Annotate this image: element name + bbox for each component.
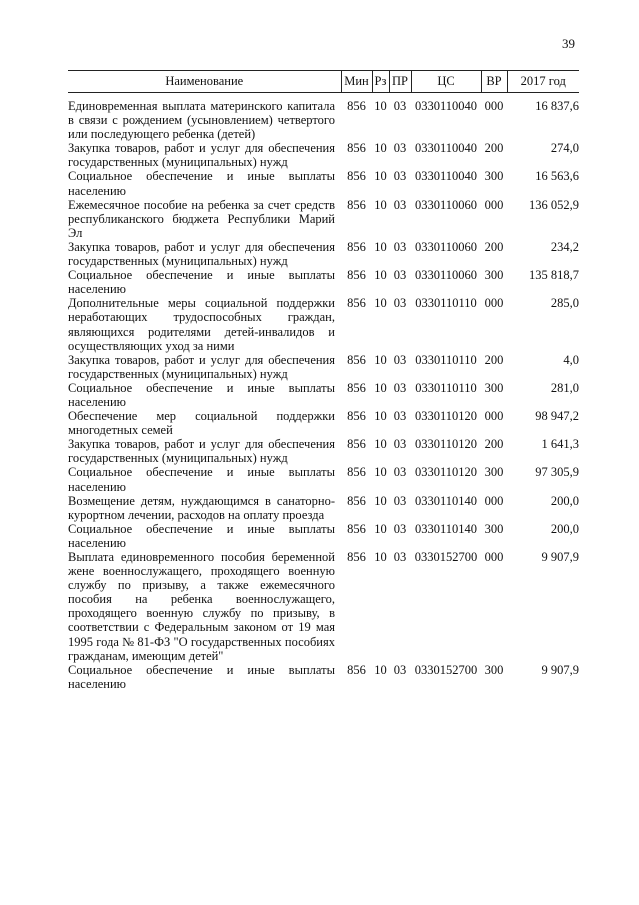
- row-name: Закупка товаров, работ и услуг для обеспечения государственных (муниципальных) нужд: [68, 352, 335, 381]
- row-amount: 274,0: [550, 141, 579, 156]
- row-vr: 000: [484, 409, 504, 424]
- row-amount: 281,0: [550, 380, 579, 395]
- row-rz: 10: [374, 239, 387, 254]
- row-amount: 16 837,6: [535, 99, 579, 113]
- row-name: Социальное обеспечение и иные выплаты населению: [68, 465, 335, 494]
- row-amount: 234,2: [550, 239, 579, 254]
- row-vr: 300: [484, 268, 504, 283]
- table-row: [68, 240, 579, 268]
- row-pr: 03: [393, 521, 407, 536]
- row-amount: 9 907,9: [541, 662, 579, 677]
- row-vr: 300: [484, 169, 504, 184]
- table-row: [68, 663, 579, 691]
- row-name: Дополнительные меры социальной поддержки неработающих трудоспособных граждан, являющихся родителями детей-инвалидов и осуществляющих уход за ними: [68, 296, 335, 353]
- row-min: 856: [347, 268, 366, 283]
- row-pr: 03: [393, 352, 407, 367]
- table-row: [68, 93, 579, 142]
- table-row: [68, 522, 579, 550]
- row-min: 856: [347, 550, 366, 564]
- table-row: [68, 409, 579, 437]
- row-vr: 300: [484, 380, 504, 395]
- row-name: Единовременная выплата материнского капитала в связи с рождением (усыновлением) четвертого или последующего ребенка (детей): [68, 99, 335, 142]
- row-rz: 10: [374, 380, 387, 395]
- row-name: Выплата единовременного пособия беременной жене военнослужащего, проходящего военную службу по призыву, а также ежемесячного пособия на ребенка военнослужащего, проходящего военную службу по призыву, в соответствии с Федеральным законом от 19 мая 1995 года № 81-ФЗ "О государственных пособиях гражданам, имеющим детей": [68, 550, 335, 663]
- row-vr: 200: [484, 437, 504, 452]
- row-cs: 0330110140: [414, 521, 478, 536]
- row-cs: 0330110110: [415, 380, 477, 395]
- table-row: [68, 353, 579, 381]
- row-pr: 03: [393, 197, 407, 212]
- header-name: Наименование: [68, 71, 341, 93]
- row-min: 856: [347, 239, 366, 254]
- row-amount: 97 305,9: [535, 465, 579, 480]
- row-vr: 300: [484, 521, 504, 536]
- row-rz: 10: [374, 268, 387, 283]
- row-min: 856: [347, 197, 366, 212]
- row-cs: 0330110140: [414, 493, 478, 508]
- row-rz: 10: [374, 493, 387, 508]
- row-name: Возмещение детям, нуждающимся в санаторно-курортном лечении, расходов на оплату проезда: [68, 493, 335, 522]
- row-vr: 300: [484, 662, 504, 677]
- header-cs: ЦС: [411, 71, 481, 93]
- table-row: [68, 198, 579, 240]
- row-name: Социальное обеспечение и иные выплаты населению: [68, 521, 335, 550]
- row-name: Социальное обеспечение и иные выплаты населению: [68, 380, 335, 409]
- row-cs: 0330110060: [414, 239, 478, 254]
- row-cs: 0330110040: [414, 169, 478, 184]
- row-amount: 1 641,3: [541, 437, 579, 452]
- row-name: Обеспечение мер социальной поддержки многодетных семей: [68, 409, 335, 438]
- row-rz: 10: [374, 197, 387, 212]
- row-min: 856: [347, 493, 366, 508]
- table-row: [68, 141, 579, 169]
- row-amount: 135 818,7: [529, 268, 579, 283]
- header-rz: Рз: [372, 71, 389, 93]
- row-amount: 16 563,6: [535, 169, 579, 184]
- row-vr: 200: [484, 352, 504, 367]
- table-body: [68, 93, 579, 691]
- row-cs: 0330110040: [414, 141, 478, 156]
- row-name: Социальное обеспечение и иные выплаты населению: [68, 268, 335, 297]
- row-pr: 03: [393, 239, 407, 254]
- row-vr: 200: [484, 141, 504, 156]
- table-row: [68, 169, 579, 197]
- row-rz: 10: [374, 409, 387, 424]
- header-min: Мин: [341, 71, 372, 93]
- row-amount: 136 052,9: [529, 197, 579, 212]
- row-pr: 03: [393, 493, 407, 508]
- row-pr: 03: [393, 141, 407, 156]
- row-cs: 0330110110: [415, 352, 477, 367]
- row-min: 856: [347, 380, 366, 395]
- row-cs: 0330110060: [414, 197, 478, 212]
- row-min: 856: [347, 521, 366, 536]
- row-name: Закупка товаров, работ и услуг для обеспечения государственных (муниципальных) нужд: [68, 437, 335, 466]
- row-pr: 03: [393, 465, 407, 480]
- header-year: 2017 год: [507, 71, 579, 93]
- row-vr: 000: [484, 296, 504, 311]
- budget-table: [68, 70, 579, 691]
- row-vr: 300: [484, 465, 504, 480]
- row-vr: 200: [484, 239, 504, 254]
- row-amount: 4,0: [563, 352, 579, 367]
- row-pr: 03: [393, 409, 407, 424]
- row-cs: 0330110120: [414, 409, 478, 424]
- row-name: Социальное обеспечение и иные выплаты населению: [68, 662, 335, 691]
- table-row: [68, 494, 579, 522]
- row-min: 856: [347, 409, 366, 424]
- row-pr: 03: [393, 169, 407, 184]
- row-pr: 03: [393, 268, 407, 283]
- table-header: [68, 71, 579, 93]
- row-cs: 0330110060: [414, 268, 478, 283]
- row-rz: 10: [374, 662, 387, 677]
- row-pr: 03: [393, 99, 407, 113]
- row-cs: 0330152700: [414, 662, 478, 677]
- row-amount: 9 907,9: [541, 550, 579, 564]
- table-row: [68, 437, 579, 465]
- row-cs: 0330110110: [415, 296, 477, 311]
- row-name: Закупка товаров, работ и услуг для обеспечения государственных (муниципальных) нужд: [68, 239, 335, 269]
- row-min: 856: [347, 99, 366, 113]
- page-number: 39: [562, 36, 575, 51]
- row-amount: 200,0: [550, 521, 579, 536]
- row-rz: 10: [374, 99, 387, 113]
- row-min: 856: [347, 437, 366, 452]
- row-min: 856: [347, 662, 366, 677]
- row-name: Социальное обеспечение и иные выплаты населению: [68, 169, 335, 198]
- table-row: [68, 465, 579, 493]
- row-amount: 200,0: [550, 493, 579, 508]
- row-cs: 0330110120: [414, 437, 478, 452]
- row-cs: 0330152700: [414, 550, 478, 564]
- row-rz: 10: [374, 521, 387, 536]
- row-pr: 03: [393, 380, 407, 395]
- row-min: 856: [347, 169, 366, 184]
- row-rz: 10: [374, 465, 387, 480]
- row-rz: 10: [374, 141, 387, 156]
- row-min: 856: [347, 352, 366, 367]
- row-vr: 000: [484, 99, 504, 113]
- row-amount: 98 947,2: [535, 409, 579, 424]
- row-cs: 0330110040: [414, 99, 478, 113]
- row-cs: 0330110120: [414, 465, 478, 480]
- row-min: 856: [347, 296, 366, 311]
- row-rz: 10: [374, 352, 387, 367]
- row-min: 856: [347, 141, 366, 156]
- table-row: [68, 296, 579, 352]
- table-row: [68, 550, 579, 663]
- row-name: Закупка товаров, работ и услуг для обеспечения государственных (муниципальных) нужд: [68, 141, 335, 170]
- table-row: [68, 268, 579, 296]
- row-rz: 10: [374, 550, 387, 564]
- row-vr: 000: [484, 550, 504, 564]
- header-vr: ВР: [481, 71, 507, 93]
- header-pr: ПР: [389, 71, 411, 93]
- row-pr: 03: [393, 296, 407, 311]
- row-pr: 03: [393, 662, 407, 677]
- row-pr: 03: [393, 437, 407, 452]
- row-rz: 10: [374, 169, 387, 184]
- table-row: [68, 381, 579, 409]
- row-rz: 10: [374, 296, 387, 311]
- row-amount: 285,0: [550, 296, 579, 311]
- row-vr: 000: [484, 493, 504, 508]
- row-pr: 03: [393, 550, 407, 564]
- row-vr: 000: [484, 197, 504, 212]
- row-name: Ежемесячное пособие на ребенка за счет средств республиканского бюджета Республики Марий Эл: [68, 197, 335, 240]
- row-rz: 10: [374, 437, 387, 452]
- row-min: 856: [347, 465, 366, 480]
